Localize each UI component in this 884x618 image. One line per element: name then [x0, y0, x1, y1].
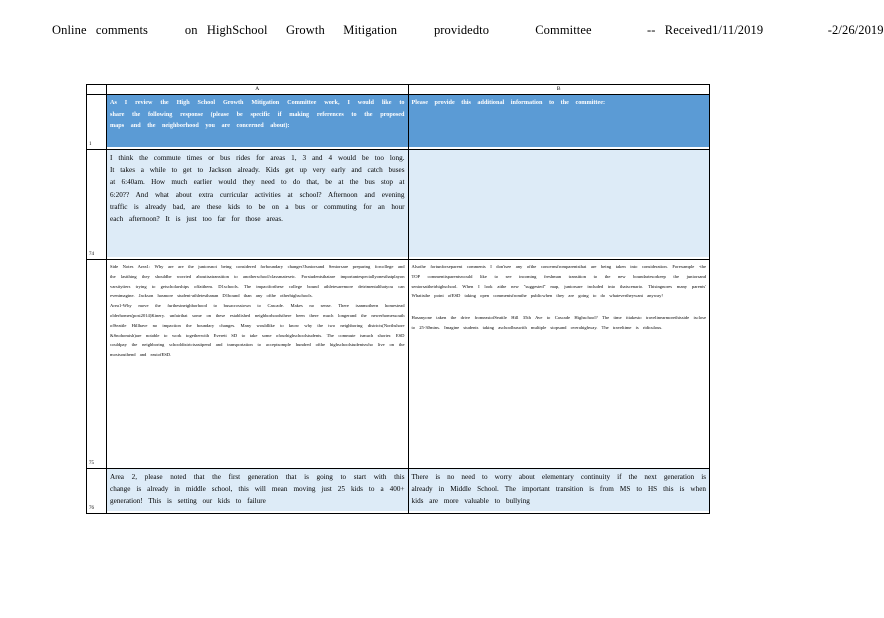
question-prompt-b: Please provide this additional information to the committee:	[409, 95, 710, 147]
cell-a[interactable]	[107, 95, 408, 150]
cell-b[interactable]	[408, 150, 710, 260]
cell-a[interactable]	[107, 260, 408, 469]
cell-b[interactable]	[408, 260, 710, 469]
cell-a[interactable]	[107, 469, 408, 514]
comment-paragraph: Alsothe fortunforseparent comments I don'tsee any ofthe concernsfromparentsthat are being taken into consideration. Forexample -the TOP commentisparentswould like to see incoming freshman transition to the new boundariesorkeep the juniorsand seniorsattheirhighschool. When I look atthe new "suggested" map, juniorsare included into thatscenario. Thisingnores many parents' Whatisthe point ofESD taking open commentsfromthe publicwhen they are going to do whatevertheywant anyway!	[411, 264, 706, 299]
comment-text: I think the commute times or bus rides for areas 1, 3 and 4 would be too long. It takes a while to get to Jackson already. Kids get up very early and catch buses at 6:40am. How much earlier would they need to do that, be at the bus stop at 6:20?? And what about extra curricular activities at school? Afternoon and evening traffic is already bad, are these kids to be on a bus or commuting for an hour each afternoon? It is just too far for those areas.	[107, 150, 407, 257]
cell-b[interactable]	[408, 95, 710, 150]
row-number: 76	[87, 469, 107, 514]
column-header-row	[87, 85, 710, 95]
comment-text	[409, 150, 710, 257]
table-row	[87, 469, 710, 514]
row-number: 74	[87, 150, 107, 260]
comment-text: There is no need to worry about elementary continuity if the next generation is already in Middle School. The important transition is from MS to HS this is when kids are more valuable to bullying	[409, 469, 710, 511]
cell-b[interactable]	[408, 469, 710, 514]
corner-cell	[87, 85, 107, 95]
column-header-a: A	[107, 85, 408, 95]
table-row	[87, 150, 710, 260]
page-title: Online comments on HighSchool Growth Mitigation providedto Committee -- Received1/11/2019 -2/26/2019	[52, 23, 884, 37]
spreadsheet-table	[86, 84, 710, 514]
question-prompt-a: As I review the High School Growth Mitigation Committee work, I would like to share the following response (please be specific if making references to the proposed maps and the neighborhood you are concerned about):	[107, 95, 407, 147]
column-header-b: B	[408, 85, 710, 95]
comment-paragraph: Area1-Why move the furthestneighborhood to busacrosstown to Cascade. Makes no sense. There isanmothern homestead olderhomes(post2014)Kinery. unfairthat some on these established neighborhoodsthere been there much longerand the newerhomessouth ofSeattle Hillhave no impaction the boundary changes. Many wouldlike to know why the two neighboring districts(Northshore &Snohomish)are notable to work togetherwith Everett SD to take some ofourhighschoolstudents. The commute ismuch shorter. ESD couldpay the neighboring schooldistrictsastipend and transportation to acceptsomple hundred ofthe highschoolstudentswho live on the mostsouthend and eastofESD.	[110, 303, 405, 358]
comment-text: Area 2, please noted that the first generation that is going to start with this change is already in middle school, this will mean moving just 25 kids to a 400+ generation! This is setting our kids to failure	[107, 469, 407, 511]
paragraph-spacer	[412, 301, 707, 313]
table-row	[87, 260, 710, 469]
comment-paragraph: Side Notes Area1: Why are are the juniorsnot being considered forboundary changes?Juniorsand Seniorsare preparing forcollege and the lastthing they shouldbe worried aboutisatransition to anotherschool/classmatesetc. Forstudentsthatare importantespeciallyonesthatplayon varsitytiers trying to getscholarships offatthem. D1schools. The impactforthese college bound athletesaremore detrimentalthatyou can evenimagine. Jackson hasmore student-athletesthanan D1bound than any ofthe otherhighschools.	[110, 264, 405, 299]
comment-paragraph: Hasanyone taken the drive fromeastofSeattle Hill 35th Ave to Cascade Highschool? The time ittakesto travelinearmorethisside isclose to 25-30mins. Imagine students taking aschoolbuswith multiple stopsand overahighway. The traveltime is ridiculous.	[411, 315, 706, 330]
table-row	[87, 95, 710, 150]
row-number: 75	[87, 260, 107, 469]
row-number: 1	[87, 95, 107, 150]
cell-a[interactable]	[107, 150, 408, 260]
